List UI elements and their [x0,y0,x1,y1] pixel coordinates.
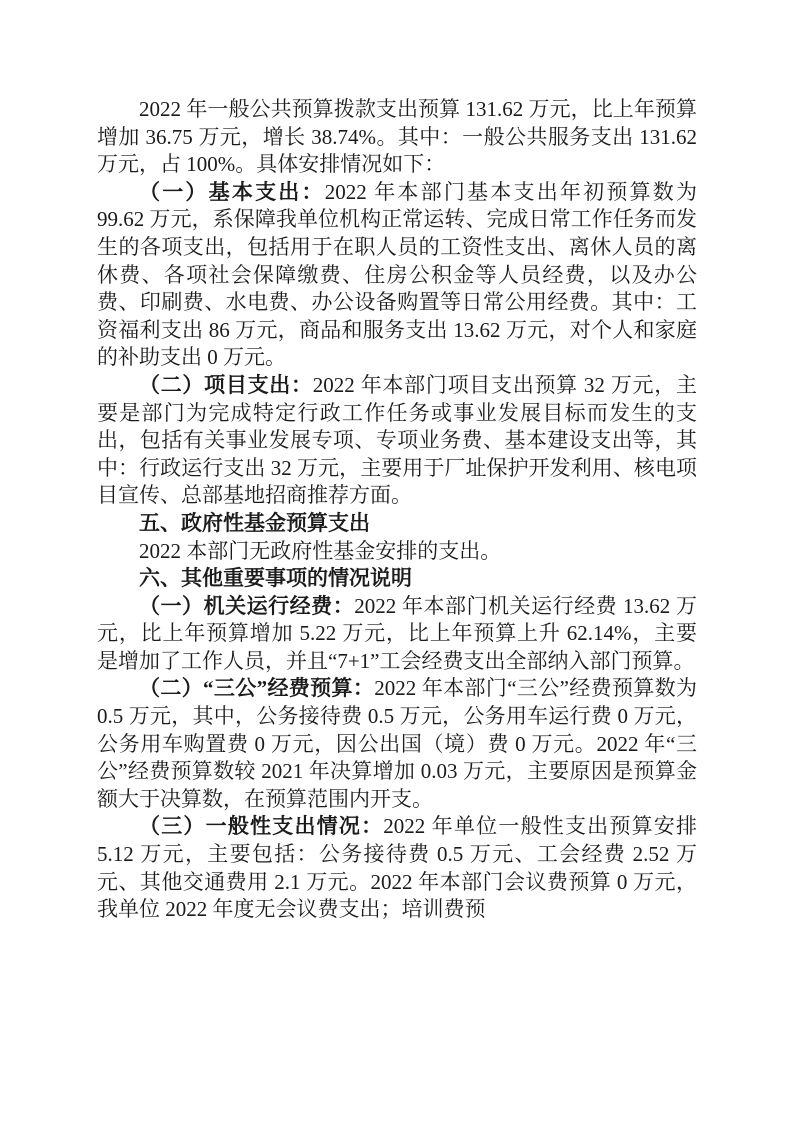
paragraph-lead: （一）机关运行经费： [139,593,355,618]
paragraph-three-public-expenses-budget [97,675,697,813]
paragraph-lead: （二）项目支出： [139,372,313,397]
section-heading-government-fund-budget [97,510,697,538]
paragraph-project-expenditure [97,372,697,510]
document-body [97,96,697,924]
paragraph-text: 2022 年本部门机关运行经费 13.62 万元，比上年预算增加 5.22 万元，比上年预算上升 62.14%，主要是增加了工作人员，并且“7+1”工会经费支出全部纳入部门预算。 [97,593,698,673]
heading-text: 五、政府性基金预算支出 [139,511,370,535]
paragraph-text: 2022 年本部门项目支出预算 32 万元，主要是部门为完成特定行政工作任务或事业发展目标而发生的支出，包括有关事业发展专项、专项业务费、基本建设支出等，其中：行政运行支出 32 万元，主要用于厂址保护开发利用、核电项目宣传、总部基地招商推荐方面。 [97,372,697,508]
paragraph-no-government-fund [97,538,697,566]
paragraph-general-expenditure-situation [97,813,697,923]
paragraph-lead: （二）“三公”经费预算： [139,676,375,701]
paragraph-agency-operating-funds [97,593,697,676]
paragraph-general-public-budget [97,96,697,179]
paragraph-text: 2022 年一般公共预算拨款支出预算 131.62 万元，比上年预算增加 36.75 万元，增长 38.74%。其中：一般公共服务支出 131.62 万元，占 100%。具体安排情况如下： [97,97,697,177]
paragraph-text: 2022 年单位一般性支出预算安排 5.12 万元，主要包括：公务接待费 0.5 万元、工会经费 2.52 万元、其他交通费用 2.1 万元。2022 年本部门会议费预算 0 万元，我单位 2022 年度无会议费支出；培训费预 [97,814,698,922]
heading-text: 六、其他重要事项的情况说明 [139,567,412,591]
section-heading-other-important-matters [97,565,697,593]
paragraph-text: 2022 年本部门“三公”经费预算数为 0.5 万元，其中，公务接待费 0.5 万元，公务用车运行费 0 万元，公务用车购置费 0 万元，因公出国（境）费 0 万元。2022 年“三公”经费预算数较 2021 年决算增加 0.03 万元，主要原因是预算金额大于决算数，在预算范围内开支。 [97,676,698,811]
paragraph-text: 2022 本部门无政府性基金安排的支出。 [139,538,502,563]
paragraph-text: 2022 年本部门基本支出年初预算数为 99.62 万元，系保障我单位机构正常运转、完成日常工作任务而发生的各项支出，包括用于在职人员的工资性支出、离休人员的离休费、各项社会保障缴费、住房公积金等人员经费，以及办公费、印刷费、水电费、办公设备购置等日常公用经费。其中：工资福利支出 86 万元，商品和服务支出 13.62 万元，对个人和家庭的补助支出 0 万元。 [97,179,698,370]
paragraph-lead: （三）一般性支出情况： [139,814,384,839]
paragraph-basic-expenditure [97,179,697,372]
paragraph-lead: （一）基本支出： [139,179,325,204]
